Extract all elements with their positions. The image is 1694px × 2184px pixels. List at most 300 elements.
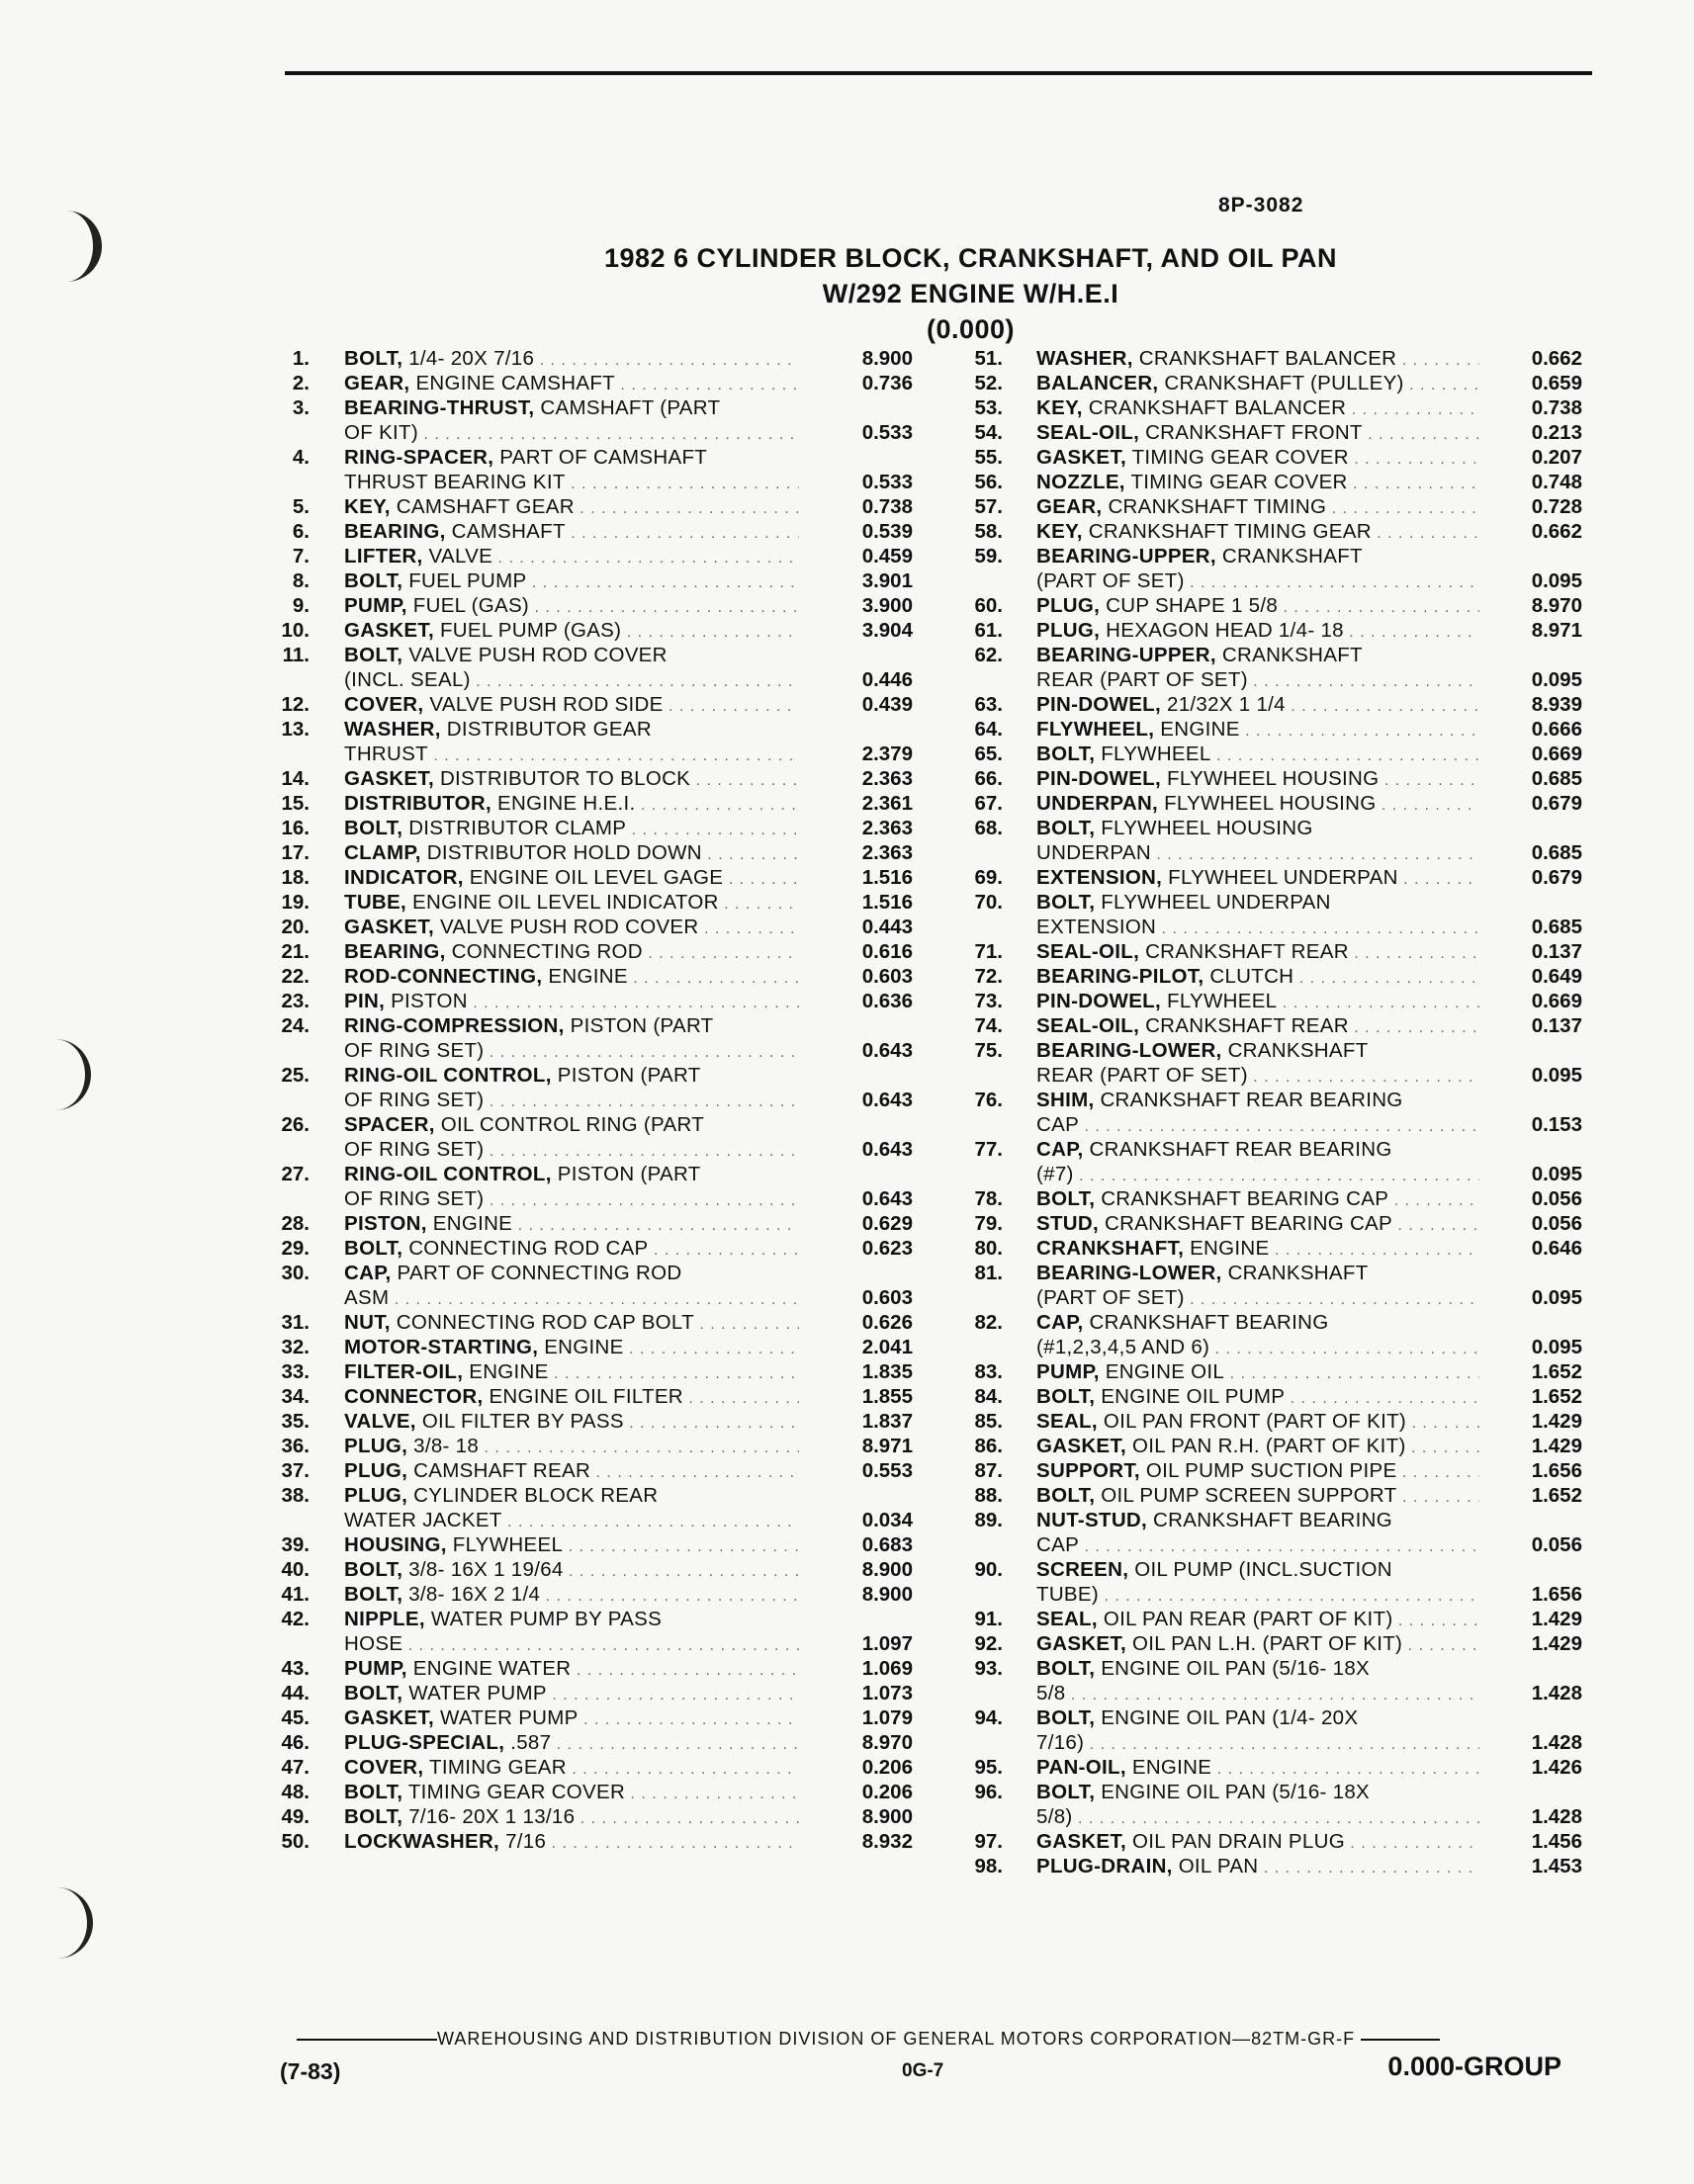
part-number: 83.: [974, 1360, 1003, 1383]
part-number: 14.: [281, 767, 310, 790]
part-description: [344, 420, 799, 447]
part-name: INDICATOR,: [344, 866, 464, 889]
group-code: 8.900: [861, 1805, 913, 1828]
part-detail: DISTRIBUTOR HOLD DOWN: [426, 841, 702, 864]
group-code: 0.206: [861, 1781, 913, 1803]
part-description: [1036, 1211, 1479, 1238]
part-name: FILTER-OIL,: [344, 1360, 464, 1383]
group-code: 0.095: [1531, 1064, 1582, 1087]
part-number: 25.: [281, 1064, 310, 1087]
part-name: BEARING-UPPER,: [1036, 545, 1216, 568]
part-number: 63.: [974, 693, 1003, 716]
group-code: 0.629: [861, 1212, 913, 1235]
part-row: [280, 1310, 913, 1335]
part-name: SEAL-OIL,: [1036, 940, 1140, 963]
part-detail: CRANKSHAFT REAR: [1145, 1014, 1349, 1037]
part-name: GASKET,: [1036, 1830, 1126, 1853]
part-row: [959, 717, 1582, 742]
part-detail: CRANKSHAFT REAR BEARING: [1089, 1138, 1392, 1161]
group-code: 0.643: [861, 1039, 913, 1062]
part-name: SCREEN,: [1036, 1558, 1129, 1581]
part-row: [959, 1359, 1582, 1384]
part-description: [344, 1359, 799, 1386]
group-code: 0.539: [861, 520, 913, 543]
group-code: 0.137: [1531, 1014, 1582, 1037]
part-description: [344, 1582, 799, 1609]
part-description: [1036, 890, 1479, 917]
part-name: BEARING-THRUST,: [344, 396, 535, 419]
part-name: BOLT,: [1036, 1187, 1096, 1210]
part-detail: (INCL. SEAL): [344, 668, 471, 691]
part-row: [959, 1557, 1582, 1582]
part-description: [344, 1236, 799, 1263]
part-detail: ENGINE OIL: [1105, 1360, 1225, 1383]
part-row: [280, 1162, 913, 1186]
group-code: 0.679: [1531, 866, 1582, 889]
part-detail: VALVE: [428, 545, 493, 568]
part-detail: (PART OF SET): [1036, 569, 1185, 592]
part-number: 70.: [974, 891, 1003, 914]
part-number: 21.: [281, 940, 310, 963]
part-description: [344, 1458, 799, 1485]
part-number: 11.: [282, 644, 310, 666]
group-code: 0.443: [861, 916, 913, 938]
part-detail: WATER PUMP: [439, 1706, 579, 1729]
part-detail: HOSE: [344, 1632, 403, 1655]
group-code: 0.095: [1531, 1336, 1582, 1358]
part-name: BOLT,: [344, 1237, 403, 1260]
group-code: 1.428: [1531, 1805, 1582, 1828]
part-row: [280, 791, 913, 816]
part-row: [280, 1557, 913, 1582]
part-name: PIN-DOWEL,: [1036, 990, 1161, 1012]
part-name: BOLT,: [344, 347, 403, 370]
group-code: 0.683: [861, 1533, 913, 1556]
part-row: [280, 766, 913, 791]
part-row: [280, 1409, 913, 1434]
part-number: 30.: [281, 1262, 310, 1284]
part-number: 69.: [974, 866, 1003, 889]
part-number: 78.: [974, 1187, 1003, 1210]
part-name: TUBE,: [344, 891, 406, 914]
part-number: 42.: [281, 1608, 310, 1630]
part-description: [1036, 1755, 1479, 1782]
part-row: [959, 890, 1582, 915]
part-description: [344, 445, 799, 472]
part-detail: THRUST BEARING KIT: [344, 471, 566, 493]
part-name: MOTOR-STARTING,: [344, 1336, 539, 1358]
part-row: [959, 346, 1582, 371]
part-description: [344, 1137, 799, 1164]
part-description: [1036, 964, 1479, 991]
group-code: 0.095: [1531, 668, 1582, 691]
part-description: [1036, 519, 1479, 546]
part-description: [344, 915, 799, 941]
parts-list-left: [280, 346, 913, 1854]
part-detail: PART OF CAMSHAFT: [499, 446, 708, 469]
part-row: [280, 1038, 913, 1063]
part-number: 49.: [281, 1805, 310, 1828]
part-description: [344, 1063, 799, 1090]
part-row: [280, 420, 913, 445]
part-detail: CLUTCH: [1209, 965, 1294, 988]
part-detail: DISTRIBUTOR CLAMP: [408, 817, 627, 839]
part-number: 9.: [292, 594, 310, 617]
part-number: 94.: [974, 1706, 1003, 1729]
part-row: [959, 1063, 1582, 1088]
part-row: [280, 1359, 913, 1384]
part-detail: CRANKSHAFT TIMING GEAR: [1088, 520, 1372, 543]
part-row: [959, 1285, 1582, 1310]
part-detail: FLYWHEEL: [1167, 990, 1278, 1012]
part-row: [280, 1112, 913, 1137]
part-detail: ASM: [344, 1286, 390, 1309]
part-row: [959, 791, 1582, 816]
part-detail: (#7): [1036, 1163, 1074, 1185]
part-row: [280, 470, 913, 494]
part-number: 81.: [974, 1262, 1003, 1284]
group-code: 0.095: [1531, 1286, 1582, 1309]
part-detail: OIL PUMP SCREEN SUPPORT: [1101, 1484, 1397, 1507]
part-number: 35.: [281, 1410, 310, 1433]
group-code: 0.662: [1531, 347, 1582, 370]
part-name: CAP,: [1036, 1138, 1084, 1161]
part-name: CAP,: [1036, 1311, 1084, 1334]
part-description: [1036, 840, 1479, 867]
part-row: [959, 470, 1582, 494]
part-description: [1036, 1261, 1479, 1287]
group-code: 8.971: [1531, 619, 1582, 642]
part-number: 39.: [281, 1533, 310, 1556]
part-description: [1036, 1656, 1479, 1683]
part-number: 7.: [292, 545, 310, 568]
part-description: [1036, 742, 1479, 768]
part-number: 72.: [974, 965, 1003, 988]
part-detail: 3/8- 16X 1 19/64: [408, 1558, 564, 1581]
part-name: PIN-DOWEL,: [1036, 693, 1161, 716]
part-name: COVER,: [344, 1756, 424, 1779]
part-name: KEY,: [1036, 396, 1083, 419]
title-line-1: 1982 6 CYLINDER BLOCK, CRANKSHAFT, AND OIL PAN: [603, 243, 1338, 273]
part-description: [1036, 1854, 1479, 1880]
group-code: 8.900: [861, 1558, 913, 1581]
group-code: 0.095: [1531, 1163, 1582, 1185]
group-code: 2.363: [861, 817, 913, 839]
part-description: [344, 1508, 799, 1534]
part-row: [280, 1186, 913, 1211]
part-name: HOUSING,: [344, 1533, 447, 1556]
part-number: 17.: [281, 841, 310, 864]
part-number: 6.: [292, 520, 310, 543]
part-number: 66.: [974, 767, 1003, 790]
part-number: 37.: [281, 1459, 310, 1482]
part-detail: CRANKSHAFT FRONT: [1145, 421, 1363, 444]
part-detail: FLYWHEEL HOUSING: [1167, 767, 1380, 790]
part-number: 77.: [974, 1138, 1003, 1161]
part-description: [344, 568, 799, 595]
part-number: 54.: [974, 421, 1003, 444]
part-description: [1036, 1804, 1479, 1831]
part-name: GASKET,: [344, 619, 434, 642]
part-number: 38.: [281, 1484, 310, 1507]
part-row: [959, 840, 1582, 865]
part-name: BOLT,: [344, 1558, 403, 1581]
part-number: 67.: [974, 792, 1003, 815]
part-description: [1036, 816, 1479, 842]
part-row: [280, 593, 913, 618]
part-name: BOLT,: [1036, 1484, 1096, 1507]
part-detail: ENGINE OIL LEVEL GAGE: [469, 866, 724, 889]
part-name: EXTENSION,: [1036, 866, 1163, 889]
part-detail: FLYWHEEL HOUSING: [1164, 792, 1377, 815]
part-row: [959, 544, 1582, 568]
part-detail: ENGINE: [1131, 1756, 1212, 1779]
part-description: [1036, 1409, 1479, 1436]
part-number: 31.: [281, 1311, 310, 1334]
part-description: [344, 1755, 799, 1782]
part-row: [959, 1780, 1582, 1804]
part-name: BOLT,: [1036, 891, 1096, 914]
part-description: [344, 1186, 799, 1213]
part-row: [959, 1582, 1582, 1607]
part-number: 10.: [281, 619, 310, 642]
part-description: [344, 1112, 799, 1139]
group-code: 0.153: [1531, 1113, 1582, 1136]
group-code: 0.643: [861, 1089, 913, 1111]
group-code: 2.379: [861, 743, 913, 765]
group-code: 8.971: [861, 1435, 913, 1457]
part-name: BEARING-PILOT,: [1036, 965, 1204, 988]
part-name: BOLT,: [344, 1805, 403, 1828]
part-number: 18.: [281, 866, 310, 889]
part-detail: OIL PAN: [1178, 1855, 1259, 1878]
part-name: SEAL,: [1036, 1410, 1098, 1433]
group-code: 1.453: [1531, 1855, 1582, 1878]
group-code: 2.363: [861, 767, 913, 790]
part-name: GEAR,: [1036, 495, 1103, 518]
part-description: [344, 1335, 799, 1361]
part-row: [959, 1013, 1582, 1038]
group-code: 0.446: [861, 668, 913, 691]
group-code: 1.069: [861, 1657, 913, 1680]
part-detail: OIL PAN L.H. (PART OF KIT): [1131, 1632, 1403, 1655]
part-row: [959, 1211, 1582, 1236]
part-detail: CRANKSHAFT: [1227, 1039, 1369, 1062]
part-detail: TIMING GEAR COVER: [1130, 471, 1348, 493]
part-row: [959, 766, 1582, 791]
part-name: BEARING,: [344, 520, 446, 543]
part-detail: CRANKSHAFT BEARING: [1153, 1509, 1392, 1531]
part-description: [344, 1384, 799, 1411]
part-detail: OIL CONTROL RING (PART: [440, 1113, 705, 1136]
part-row: [959, 1508, 1582, 1532]
part-name: BOLT,: [344, 1682, 403, 1704]
part-number: 57.: [974, 495, 1003, 518]
group-code: 1.079: [861, 1706, 913, 1729]
part-name: PISTON,: [344, 1212, 427, 1235]
part-name: CRANKSHAFT,: [1036, 1237, 1185, 1260]
part-description: [1036, 1236, 1479, 1263]
part-row: [280, 1829, 913, 1854]
group-code: 1.837: [861, 1410, 913, 1433]
part-number: 50.: [281, 1830, 310, 1853]
part-row: [959, 643, 1582, 667]
part-name: PLUG,: [344, 1459, 408, 1482]
part-detail: OIL PUMP (INCL.SUCTION: [1134, 1558, 1392, 1581]
part-number: 62.: [974, 644, 1003, 666]
part-detail: TUBE): [1036, 1583, 1099, 1606]
part-description: [344, 939, 799, 966]
part-number: 47.: [281, 1756, 310, 1779]
group-code: 2.363: [861, 841, 913, 864]
part-row: [280, 395, 913, 420]
part-detail: PISTON: [391, 990, 468, 1012]
part-row: [280, 989, 913, 1013]
footer-page-number: 0G-7: [902, 2060, 944, 2081]
part-detail: VALVE PUSH ROD SIDE: [429, 693, 664, 716]
part-name: VALVE,: [344, 1410, 416, 1433]
part-description: [344, 1038, 799, 1065]
part-row: [280, 890, 913, 915]
part-number: 84.: [974, 1385, 1003, 1408]
parts-list-right: [959, 346, 1582, 1878]
part-row: [280, 1656, 913, 1681]
part-detail: WATER JACKET: [344, 1509, 502, 1531]
part-row: [959, 1705, 1582, 1730]
part-description: [344, 395, 799, 422]
part-description: [344, 346, 799, 373]
group-code: 1.426: [1531, 1756, 1582, 1779]
group-code: 1.429: [1531, 1608, 1582, 1630]
part-row: [959, 1434, 1582, 1458]
part-number: 34.: [281, 1385, 310, 1408]
part-detail: REAR (PART OF SET): [1036, 668, 1248, 691]
part-number: 82.: [974, 1311, 1003, 1334]
part-name: WASHER,: [1036, 347, 1133, 370]
binder-hole-middle: [40, 1039, 91, 1110]
part-detail: FUEL PUMP (GAS): [439, 619, 622, 642]
part-row: [280, 346, 913, 371]
part-name: BOLT,: [344, 817, 403, 839]
part-row: [959, 1681, 1582, 1705]
part-description: [1036, 1063, 1479, 1090]
part-detail: REAR (PART OF SET): [1036, 1064, 1248, 1087]
part-row: [959, 1730, 1582, 1755]
group-code: 0.666: [1531, 718, 1582, 741]
part-detail: CRANKSHAFT BEARING CAP: [1105, 1212, 1392, 1235]
part-detail: ENGINE H.E.I.: [497, 792, 636, 815]
part-detail: CYLINDER BLOCK REAR: [413, 1484, 659, 1507]
group-code: 0.623: [861, 1237, 913, 1260]
part-description: [1036, 395, 1479, 422]
part-number: 29.: [281, 1237, 310, 1260]
part-row: [280, 1631, 913, 1656]
part-row: [280, 1236, 913, 1261]
part-row: [959, 1038, 1582, 1063]
part-detail: FLYWHEEL UNDERPAN: [1101, 891, 1331, 914]
group-code: 1.656: [1531, 1459, 1582, 1482]
part-description: [344, 1681, 799, 1707]
part-name: UNDERPAN,: [1036, 792, 1159, 815]
part-detail: ENGINE OIL PAN (5/16- 18X: [1101, 1657, 1371, 1680]
part-number: 46.: [281, 1731, 310, 1754]
part-description: [1036, 420, 1479, 447]
part-description: [344, 1434, 799, 1460]
part-row: [280, 1780, 913, 1804]
group-code: 8.900: [861, 347, 913, 370]
part-name: BOLT,: [1036, 1706, 1096, 1729]
part-detail: 7/16- 20X 1 13/16: [408, 1805, 576, 1828]
part-row: [280, 1384, 913, 1409]
part-description: [344, 1804, 799, 1831]
part-name: RING-COMPRESSION,: [344, 1014, 565, 1037]
part-description: [1036, 470, 1479, 496]
group-code: 8.900: [861, 1583, 913, 1606]
part-detail: CONNECTING ROD: [451, 940, 643, 963]
part-number: 90.: [974, 1558, 1003, 1581]
part-number: 98.: [974, 1855, 1003, 1878]
part-name: STUD,: [1036, 1212, 1099, 1235]
part-detail: FUEL PUMP: [408, 569, 527, 592]
part-name: BOLT,: [1036, 1657, 1096, 1680]
part-description: [344, 1631, 799, 1658]
part-description: [344, 643, 799, 669]
group-code: 0.643: [861, 1187, 913, 1210]
part-description: [344, 667, 799, 694]
group-code: 1.652: [1531, 1360, 1582, 1383]
part-detail: EXTENSION: [1036, 916, 1157, 938]
part-row: [959, 1483, 1582, 1508]
part-row: [280, 816, 913, 840]
part-number: 2.: [292, 372, 310, 394]
part-description: [344, 692, 799, 719]
part-number: 36.: [281, 1435, 310, 1457]
part-description: [344, 1088, 799, 1114]
part-row: [280, 717, 913, 742]
group-code: 1.516: [861, 866, 913, 889]
part-detail: ENGINE OIL PAN (1/4- 20X: [1101, 1706, 1359, 1729]
part-description: [1036, 1557, 1479, 1584]
part-description: [344, 1656, 799, 1683]
part-number: 91.: [974, 1608, 1003, 1630]
group-code: 0.738: [1531, 396, 1582, 419]
group-code: 0.646: [1531, 1237, 1582, 1260]
part-name: CLAMP,: [344, 841, 421, 864]
group-code: 0.213: [1531, 421, 1582, 444]
part-detail: CRANKSHAFT REAR BEARING: [1100, 1089, 1403, 1111]
part-row: [280, 692, 913, 717]
part-detail: OF RING SET): [344, 1187, 485, 1210]
part-name: RING-OIL CONTROL,: [344, 1064, 552, 1087]
part-number: 32.: [281, 1336, 310, 1358]
group-code: 1.835: [861, 1360, 913, 1383]
part-row: [280, 544, 913, 568]
part-name: PAN-OIL,: [1036, 1756, 1126, 1779]
part-number: 48.: [281, 1781, 310, 1803]
part-number: 19.: [281, 891, 310, 914]
part-name: LOCKWASHER,: [344, 1830, 500, 1853]
part-description: [344, 1532, 799, 1559]
part-name: GASKET,: [1036, 446, 1126, 469]
part-detail: 7/16): [1036, 1731, 1085, 1754]
part-description: [344, 890, 799, 917]
group-code: 0.034: [861, 1509, 913, 1531]
part-description: [1036, 1780, 1479, 1806]
part-name: SEAL-OIL,: [1036, 1014, 1140, 1037]
part-row: [959, 519, 1582, 544]
footer-group: 0.000-GROUP: [1387, 2052, 1561, 2081]
part-name: GASKET,: [1036, 1435, 1126, 1457]
